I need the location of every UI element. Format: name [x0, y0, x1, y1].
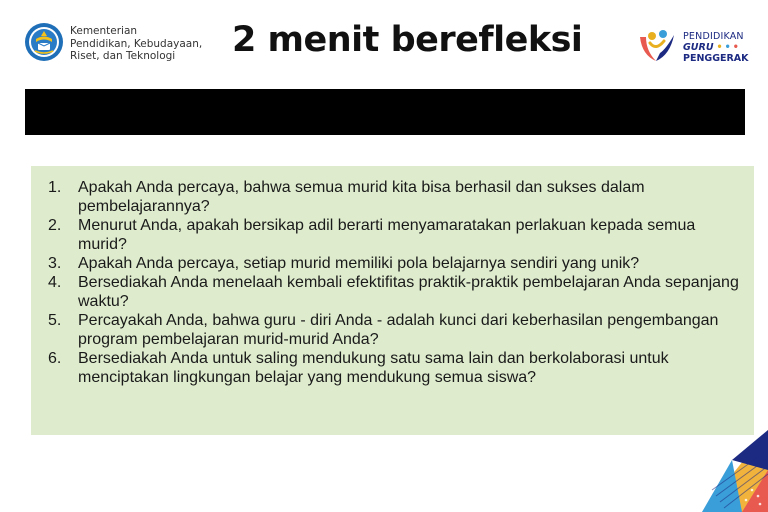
question-text: Percayakah Anda, bahwa guru - diri Anda - adalah kunci dari keberhasilan pengembangan program pembelajaran murid-murid Anda? — [78, 312, 719, 348]
ministry-line-1: Kementerian — [70, 25, 138, 37]
program-logo-icon — [636, 27, 680, 65]
question-item — [48, 311, 748, 349]
question-number: 3. — [48, 255, 62, 272]
question-number: 4. — [48, 274, 62, 291]
question-item — [48, 349, 748, 387]
dots-icon: ••• — [716, 42, 741, 53]
question-number: 2. — [48, 217, 62, 234]
black-banner — [25, 89, 745, 135]
question-number: 6. — [48, 350, 62, 367]
question-text: Apakah Anda percaya, setiap murid memiliki pola belajarnya sendiri yang unik? — [78, 255, 640, 272]
program-line-3: PENGGERAK — [683, 53, 749, 64]
question-item — [48, 273, 748, 311]
question-item — [48, 216, 748, 254]
question-item — [48, 178, 748, 216]
program-name — [683, 31, 749, 64]
question-number: 1. — [48, 179, 62, 196]
question-text: Menurut Anda, apakah bersikap adil berarti menyamaratakan perlakuan kepada semua murid? — [78, 217, 696, 253]
question-number: 5. — [48, 312, 62, 329]
question-text: Bersediakah Anda menelaah kembali efektifitas praktik-praktik pembelajaran Anda sepanjang waktu? — [78, 274, 739, 310]
program-line-2-text: GURU — [683, 42, 714, 53]
question-text: Apakah Anda percaya, bahwa semua murid kita bisa berhasil dan sukses dalam pembelajarannya? — [78, 179, 645, 215]
corner-decoration-icon — [672, 430, 768, 512]
ministry-name — [70, 25, 202, 63]
ministry-logo-icon — [24, 22, 64, 62]
ministry-line-2: Pendidikan, Kebudayaan, — [70, 37, 203, 50]
slide-title: 2 menit berefleksi — [232, 20, 583, 60]
question-text: Bersediakah Anda untuk saling mendukung satu sama lain dan berkolaborasi untuk menciptakan lingkungan belajar yang mendukung semua siswa? — [78, 350, 669, 386]
question-list — [48, 178, 748, 387]
program-line-2 — [683, 42, 749, 53]
ministry-line-3: Riset, dan Teknologi — [70, 50, 176, 62]
question-item — [48, 254, 748, 273]
program-line-1: PENDIDIKAN — [683, 31, 744, 42]
